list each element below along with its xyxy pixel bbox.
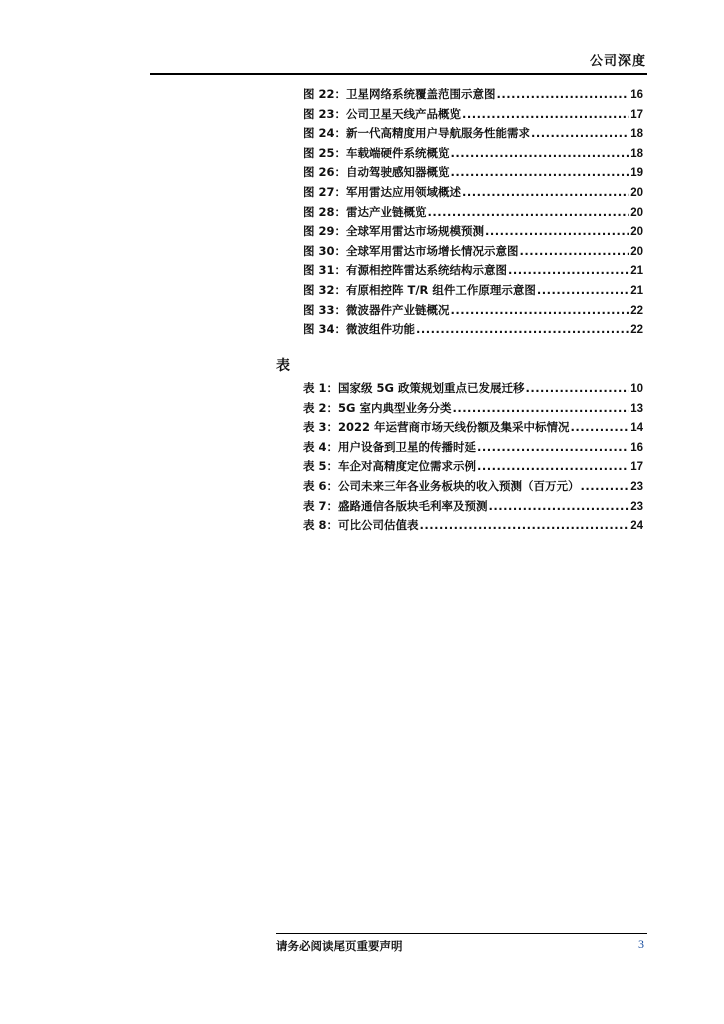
dot-leader	[452, 401, 629, 415]
toc-entry-page: 20	[630, 186, 643, 199]
toc-entry-page: 20	[630, 226, 643, 239]
header-title: 公司深度	[589, 54, 646, 69]
dot-leader	[451, 146, 630, 160]
toc-entry[interactable]	[303, 439, 643, 459]
dot-leader	[416, 322, 629, 336]
toc-entry[interactable]	[303, 164, 643, 184]
figure-list	[303, 86, 643, 341]
toc-entry-label: 图 27：军用雷达应用领域概述	[303, 184, 462, 199]
dot-leader	[581, 479, 630, 493]
footer-disclaimer: 请务必阅读尾页重要声明	[276, 939, 403, 953]
toc-entry-label: 图 33：微波器件产业链概况	[303, 302, 450, 317]
toc-entry[interactable]	[303, 380, 643, 400]
toc-entry-page: 16	[630, 441, 643, 454]
toc-entry-label: 图 30：全球军用雷达市场增长情况示意图	[303, 243, 519, 258]
toc-entry-label: 图 28：雷达产业链概览	[303, 204, 427, 219]
toc-entry-page: 24	[630, 520, 643, 533]
toc-entry-page: 20	[630, 206, 643, 219]
dot-leader	[477, 440, 629, 454]
toc-entry[interactable]	[303, 125, 643, 145]
dot-leader	[485, 224, 629, 238]
toc-entry-page: 10	[630, 383, 643, 395]
toc-entry-page: 19	[630, 167, 643, 180]
dot-leader	[428, 205, 630, 219]
toc-entry-page: 17	[630, 108, 643, 121]
dot-leader	[489, 499, 630, 513]
toc-entry[interactable]	[303, 419, 643, 439]
toc-entry-label: 图 29：全球军用雷达市场规模预测	[303, 224, 485, 239]
toc-entry[interactable]	[303, 400, 643, 420]
toc-entry-label: 表 4：用户设备到卫星的传播时延	[303, 439, 477, 454]
toc-entry-page: 21	[630, 284, 643, 297]
header-rule	[150, 73, 647, 75]
dot-leader	[477, 459, 629, 473]
toc-entry[interactable]	[303, 302, 643, 322]
toc-entry[interactable]	[303, 478, 643, 498]
dot-leader	[571, 420, 630, 434]
toc-entry[interactable]	[303, 517, 643, 537]
tables-section-heading: 表	[276, 358, 290, 374]
toc-entry[interactable]	[303, 86, 643, 106]
toc-entry-label: 图 22：卫星网络系统覆盖范围示意图	[303, 87, 496, 101]
toc-entry-page: 16	[630, 89, 643, 101]
toc-entry-page: 13	[630, 402, 643, 415]
toc-entry-page: 23	[630, 480, 643, 493]
toc-entry-page: 18	[630, 128, 643, 141]
dot-leader	[525, 381, 629, 395]
toc-entry-label: 图 25：车载端硬件系统概览	[303, 145, 450, 160]
toc-entry-label: 图 34：微波组件功能	[303, 322, 416, 337]
dot-leader	[537, 283, 629, 297]
page-number: 3	[638, 937, 644, 951]
toc-entry[interactable]	[303, 282, 643, 302]
toc-entry[interactable]	[303, 106, 643, 126]
toc-entry-label: 表 5：车企对高精度定位需求示例	[303, 459, 477, 474]
dot-leader	[451, 165, 630, 179]
dot-leader	[420, 518, 630, 532]
toc-entry-page: 22	[630, 304, 643, 317]
toc-entry[interactable]	[303, 243, 643, 263]
toc-entry-label: 图 31：有源相控阵雷达系统结构示意图	[303, 263, 508, 278]
toc-entry-label: 表 1：国家级 5G 政策规划重点已发展迁移	[303, 381, 525, 395]
dot-leader	[462, 185, 629, 199]
toc-entry-label: 表 8：可比公司估值表	[303, 518, 419, 533]
toc-entry-page: 21	[630, 265, 643, 278]
table-list	[303, 380, 643, 537]
dot-leader	[462, 107, 629, 121]
toc-entry-page: 20	[630, 245, 643, 258]
toc-entry[interactable]	[303, 498, 643, 518]
toc-entry-label: 图 24：新一代高精度用户导航服务性能需求	[303, 126, 531, 141]
dot-leader	[508, 263, 629, 277]
toc-entry-page: 14	[630, 422, 643, 435]
toc-entry-label: 表 6：公司未来三年各业务板块的收入预测（百万元）	[303, 478, 580, 493]
toc-entry-label: 图 23：公司卫星天线产品概览	[303, 106, 462, 121]
toc-entry-page: 22	[630, 324, 643, 337]
toc-entry-page: 18	[630, 147, 643, 160]
toc-entry[interactable]	[303, 262, 643, 282]
toc-entry[interactable]	[303, 223, 643, 243]
toc-entry-label: 表 3：2022 年运营商市场天线份额及集采中标情况	[303, 420, 570, 435]
dot-leader	[531, 126, 629, 140]
toc-entry[interactable]	[303, 184, 643, 204]
dot-leader	[497, 87, 630, 101]
toc-entry-page: 23	[630, 500, 643, 513]
footer-rule	[276, 933, 647, 934]
toc-entry-label: 图 32：有原相控阵 T/R 组件工作原理示意图	[303, 282, 536, 297]
toc-entry-page: 17	[630, 461, 643, 474]
dot-leader	[451, 303, 630, 317]
toc-entry[interactable]	[303, 145, 643, 165]
toc-entry[interactable]	[303, 321, 643, 341]
toc-entry[interactable]	[303, 204, 643, 224]
toc-entry-label: 表 7：盛路通信各版块毛利率及预测	[303, 498, 488, 513]
toc-entry[interactable]	[303, 458, 643, 478]
toc-entry-label: 表 2：5G 室内典型业务分类	[303, 400, 452, 415]
dot-leader	[520, 244, 630, 258]
toc-entry-label: 图 26：自动驾驶感知器概览	[303, 165, 450, 180]
